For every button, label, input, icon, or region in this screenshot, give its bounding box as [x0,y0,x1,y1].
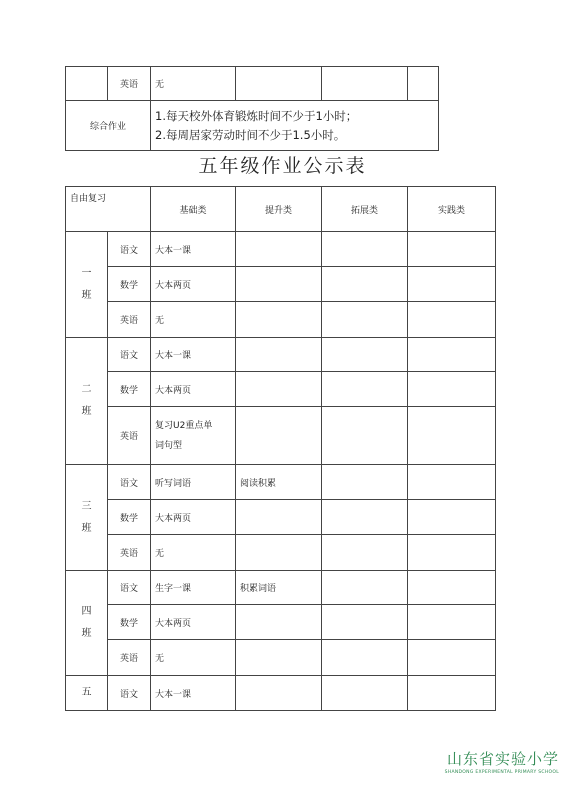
subject-cell: 语文 [108,676,151,711]
subject-cell: 数学 [108,605,151,640]
table-row [66,535,496,571]
header-extend: 拓展类 [322,187,408,232]
table-row [66,640,496,676]
class-5-label: 五 [66,676,108,711]
table-row [66,407,496,465]
advance-cell [236,640,322,676]
subject-cell: 数学 [108,267,151,302]
class-1-label: 一 班 [66,232,108,338]
header-row [66,187,496,232]
page-title: 五年级作业公示表 [198,155,367,177]
comprehensive-label: 综合作业 [66,101,151,151]
advance-cell: 积累词语 [236,571,322,605]
subject-cell: 语文 [108,571,151,605]
table-row [66,500,496,535]
basic-cell: 大本一课 [151,232,236,267]
table-row [66,571,496,605]
school-logo-english: SHANDONG EXPERIMENTAL PRIMARY SCHOOL [444,770,559,775]
advance-cell [236,338,322,372]
basic-cell: 大本两页 [151,372,236,407]
basic-cell: 大本两页 [151,500,236,535]
advance-cell [236,407,322,465]
header-advance: 提升类 [236,187,322,232]
basic-cell: 无 [151,640,236,676]
basic-cell: 听写词语 [151,465,236,500]
advance-cell: 阅读积累 [236,465,322,500]
class-3-label: 三 班 [66,465,108,571]
header-practice: 实践类 [408,187,496,232]
advance-cell [236,232,322,267]
subject-cell: 英语 [108,535,151,571]
table-row [66,465,496,500]
top-english-row [66,67,439,101]
top-english-label: 英语 [108,67,151,101]
basic-cell: 大本两页 [151,605,236,640]
top-table [65,66,439,151]
class-4-label: 四 班 [66,571,108,676]
table-row [66,232,496,267]
basic-cell: 大本一课 [151,338,236,372]
class-2-label: 二 班 [66,338,108,465]
basic-cell: 复习U2重点单 词句型 [151,407,236,465]
subject-cell: 语文 [108,338,151,372]
advance-cell [236,267,322,302]
advance-cell [236,535,322,571]
school-logo-name: 山东省实验小学 [446,750,559,768]
comprehensive-content [151,101,439,151]
subject-cell: 英语 [108,640,151,676]
comprehensive-line-1: 1.每天校外体育锻炼时间不少于1小时； [155,108,358,123]
top-english-value: 无 [151,67,236,101]
basic-cell: 大本两页 [151,267,236,302]
advance-cell [236,500,322,535]
advance-cell [236,605,322,640]
comprehensive-line-2: 2.每周居家劳动时间不少于1.5小时。 [155,127,346,142]
subject-cell: 语文 [108,232,151,267]
comprehensive-row [66,101,439,151]
subject-cell: 数学 [108,500,151,535]
advance-cell [236,302,322,338]
basic-cell: 生字一课 [151,571,236,605]
basic-cell: 大本一课 [151,676,236,711]
basic-cell: 无 [151,302,236,338]
subject-cell: 英语 [108,407,151,465]
header-basic: 基础类 [151,187,236,232]
homework-table [65,186,496,711]
subject-cell: 语文 [108,465,151,500]
advance-cell [236,676,322,711]
table-row [66,267,496,302]
advance-cell [236,372,322,407]
table-row [66,338,496,372]
subject-cell: 英语 [108,302,151,338]
subject-cell: 数学 [108,372,151,407]
table-row [66,676,496,711]
table-row [66,605,496,640]
corner-label: 自由复习 [66,187,151,232]
basic-cell: 无 [151,535,236,571]
table-row [66,302,496,338]
table-row [66,372,496,407]
school-logo [445,748,559,775]
